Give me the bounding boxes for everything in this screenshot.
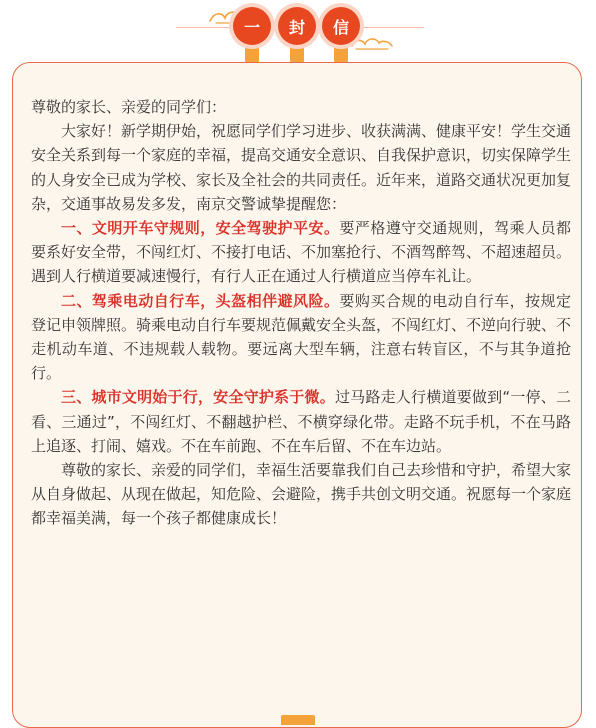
point-heading: 一、文明开车守规则，安全驾驶护平安。 — [61, 219, 340, 238]
point-body: 要严格遵守交通规则，驾乘人员都要系好安全带，不闯红灯、不接打电话、不加塞抢行、不酒驾醉驾、不超速超员。遇到人行横道要减速慢行，有行人正在通过人行横道应当停车礼让。 — [31, 219, 572, 286]
letter-body — [31, 95, 571, 531]
closing-paragraph: 尊敬的家长、亲爱的同学们，幸福生活要靠我们自己去珍惜和守护，希望大家从自身做起、从现在做起，知危险、会避险，携手共创文明交通。祝愿每一个家庭都幸福美满，每一个孩子都健康成长！ — [31, 461, 572, 528]
header-tab — [290, 44, 304, 62]
bottom-tab — [281, 715, 315, 725]
header-tab — [245, 44, 259, 62]
intro-paragraph: 大家好！新学期伊始，祝愿同学们学习进步、收获满满、健康平安！学生交通安全关系到每一个家庭的幸福，提高交通安全意识、自我保护意识，切实保障学生的人身安全已成为学校、家长及全社会的共同责任。近年来，道路交通状况更加复杂，交通事故易发多发，南京交警诚挚提醒您： — [31, 122, 572, 213]
letter-header — [0, 0, 596, 62]
point-heading: 三、城市文明始于行，安全守护系于微。 — [61, 388, 335, 407]
title-char-2: 封 — [278, 7, 316, 45]
header-tab — [334, 44, 348, 62]
title-char-3: 信 — [322, 7, 360, 45]
title-char-1: 一 — [233, 7, 271, 45]
point-body: 要购买合规的电动自行车，按规定登记申领牌照。骑乘电动自行车要规范佩戴安全头盔，不闯红灯、不逆向行驶、不走机动车道、不违规载人载物。要远离大型车辆，注意右转盲区，不与其争道抢行。 — [31, 291, 572, 383]
header-line-right — [362, 27, 424, 28]
point-body: 过马路走人行横道要做到“一停、二看、三通过”，不闯红灯、不翻越护栏、不横穿绿化带。走路不玩手机，不在马路上追逐、打闹、嬉戏。不在车前跑、不在车后留、不在车边站。 — [31, 388, 571, 455]
header-line-left — [176, 27, 232, 28]
greeting: 尊敬的家长、亲爱的同学们： — [31, 98, 227, 116]
point-heading: 二、驾乘电动自行车，头盔相伴避风险。 — [61, 291, 340, 310]
point-paragraph — [31, 216, 571, 289]
point-paragraph — [31, 385, 571, 458]
point-paragraph — [31, 289, 571, 386]
